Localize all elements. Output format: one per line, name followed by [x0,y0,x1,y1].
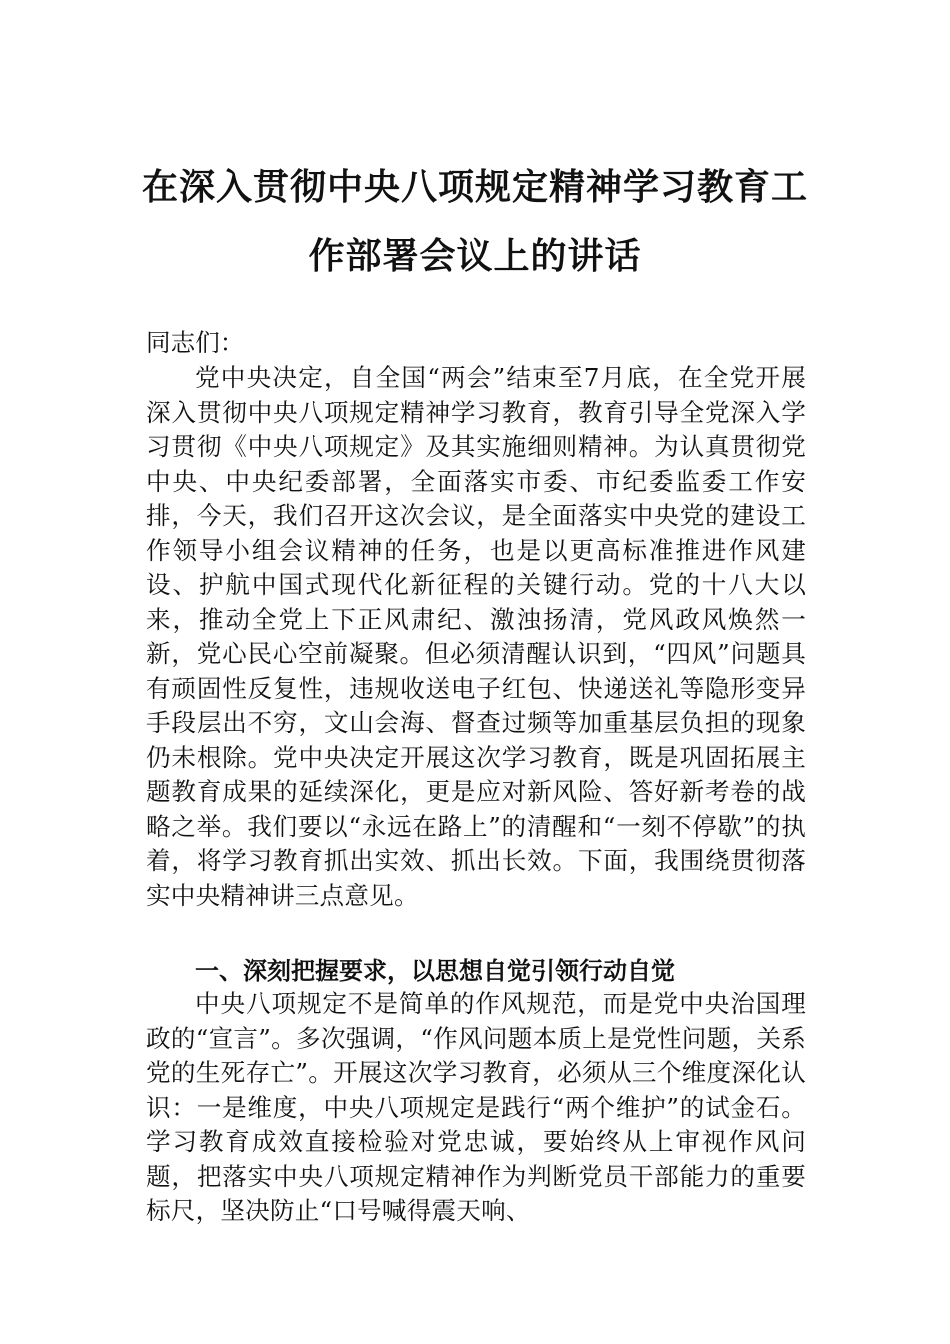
document-title-line-1: 在深入贯彻中央八项规定精神学习教育工 [141,166,808,208]
body-paragraph-1: 党中央决定，自全国“两会”结束至7月底，在全党开展深入贯彻中央八项规定精神学习教育，教育引导全党深入学习贯彻《中央八项规定》及其实施细则精神。为认真贯彻党中央、中央纪委部署，全面落实市委、市纪委监委工作安排，今天，我们召开这次会议，是全面落实中央党的建设工作领导小组会议精神的任务，也是以更高标准推进作风建设、护航中国式现代化新征程的关键行动。党的十八大以来，推动全党上下正风肃纪、激浊扬清，党风政风焕然一新，党心民心空前凝聚。但必须清醒认识到，“四风”问题具有顽固性反复性，违规收送电子红包、快递送礼等隐形变异手段层出不穷，文山会海、督查过频等加重基层负担的现象仍未根除。党中央决定开展这次学习教育，既是巩固拓展主题教育成果的延续深化，更是应对新风险、答好新考卷的战略之举。我们要以“永远在路上”的清醒和“一刻不停歇”的执着，将学习教育抓出实效、抓出长效。下面，我围绕贯彻落实中央精神讲三点意见。 [146,363,806,910]
body-paragraph-2: 中央八项规定不是简单的作风规范，而是党中央治国理政的“宣言”。多次强调，“作风问题本质上是党性问题，关系党的生死存亡”。开展这次学习教育，必须从三个维度深化认识：一是维度，中央八项规定是践行“两个维护”的试金石。学习教育成效直接检验对党忠诚，要始终从上审视作风问题，把落实中央八项规定精神作为判断党员干部能力的重要标尺，坚决防止“口号喊得震天响、 [146,989,806,1225]
section-heading-1: 一、深刻把握要求，以思想自觉引领行动自觉 [195,957,675,985]
document-title-line-2: 作部署会议上的讲话 [308,235,642,277]
salutation: 同志们： [146,328,245,357]
